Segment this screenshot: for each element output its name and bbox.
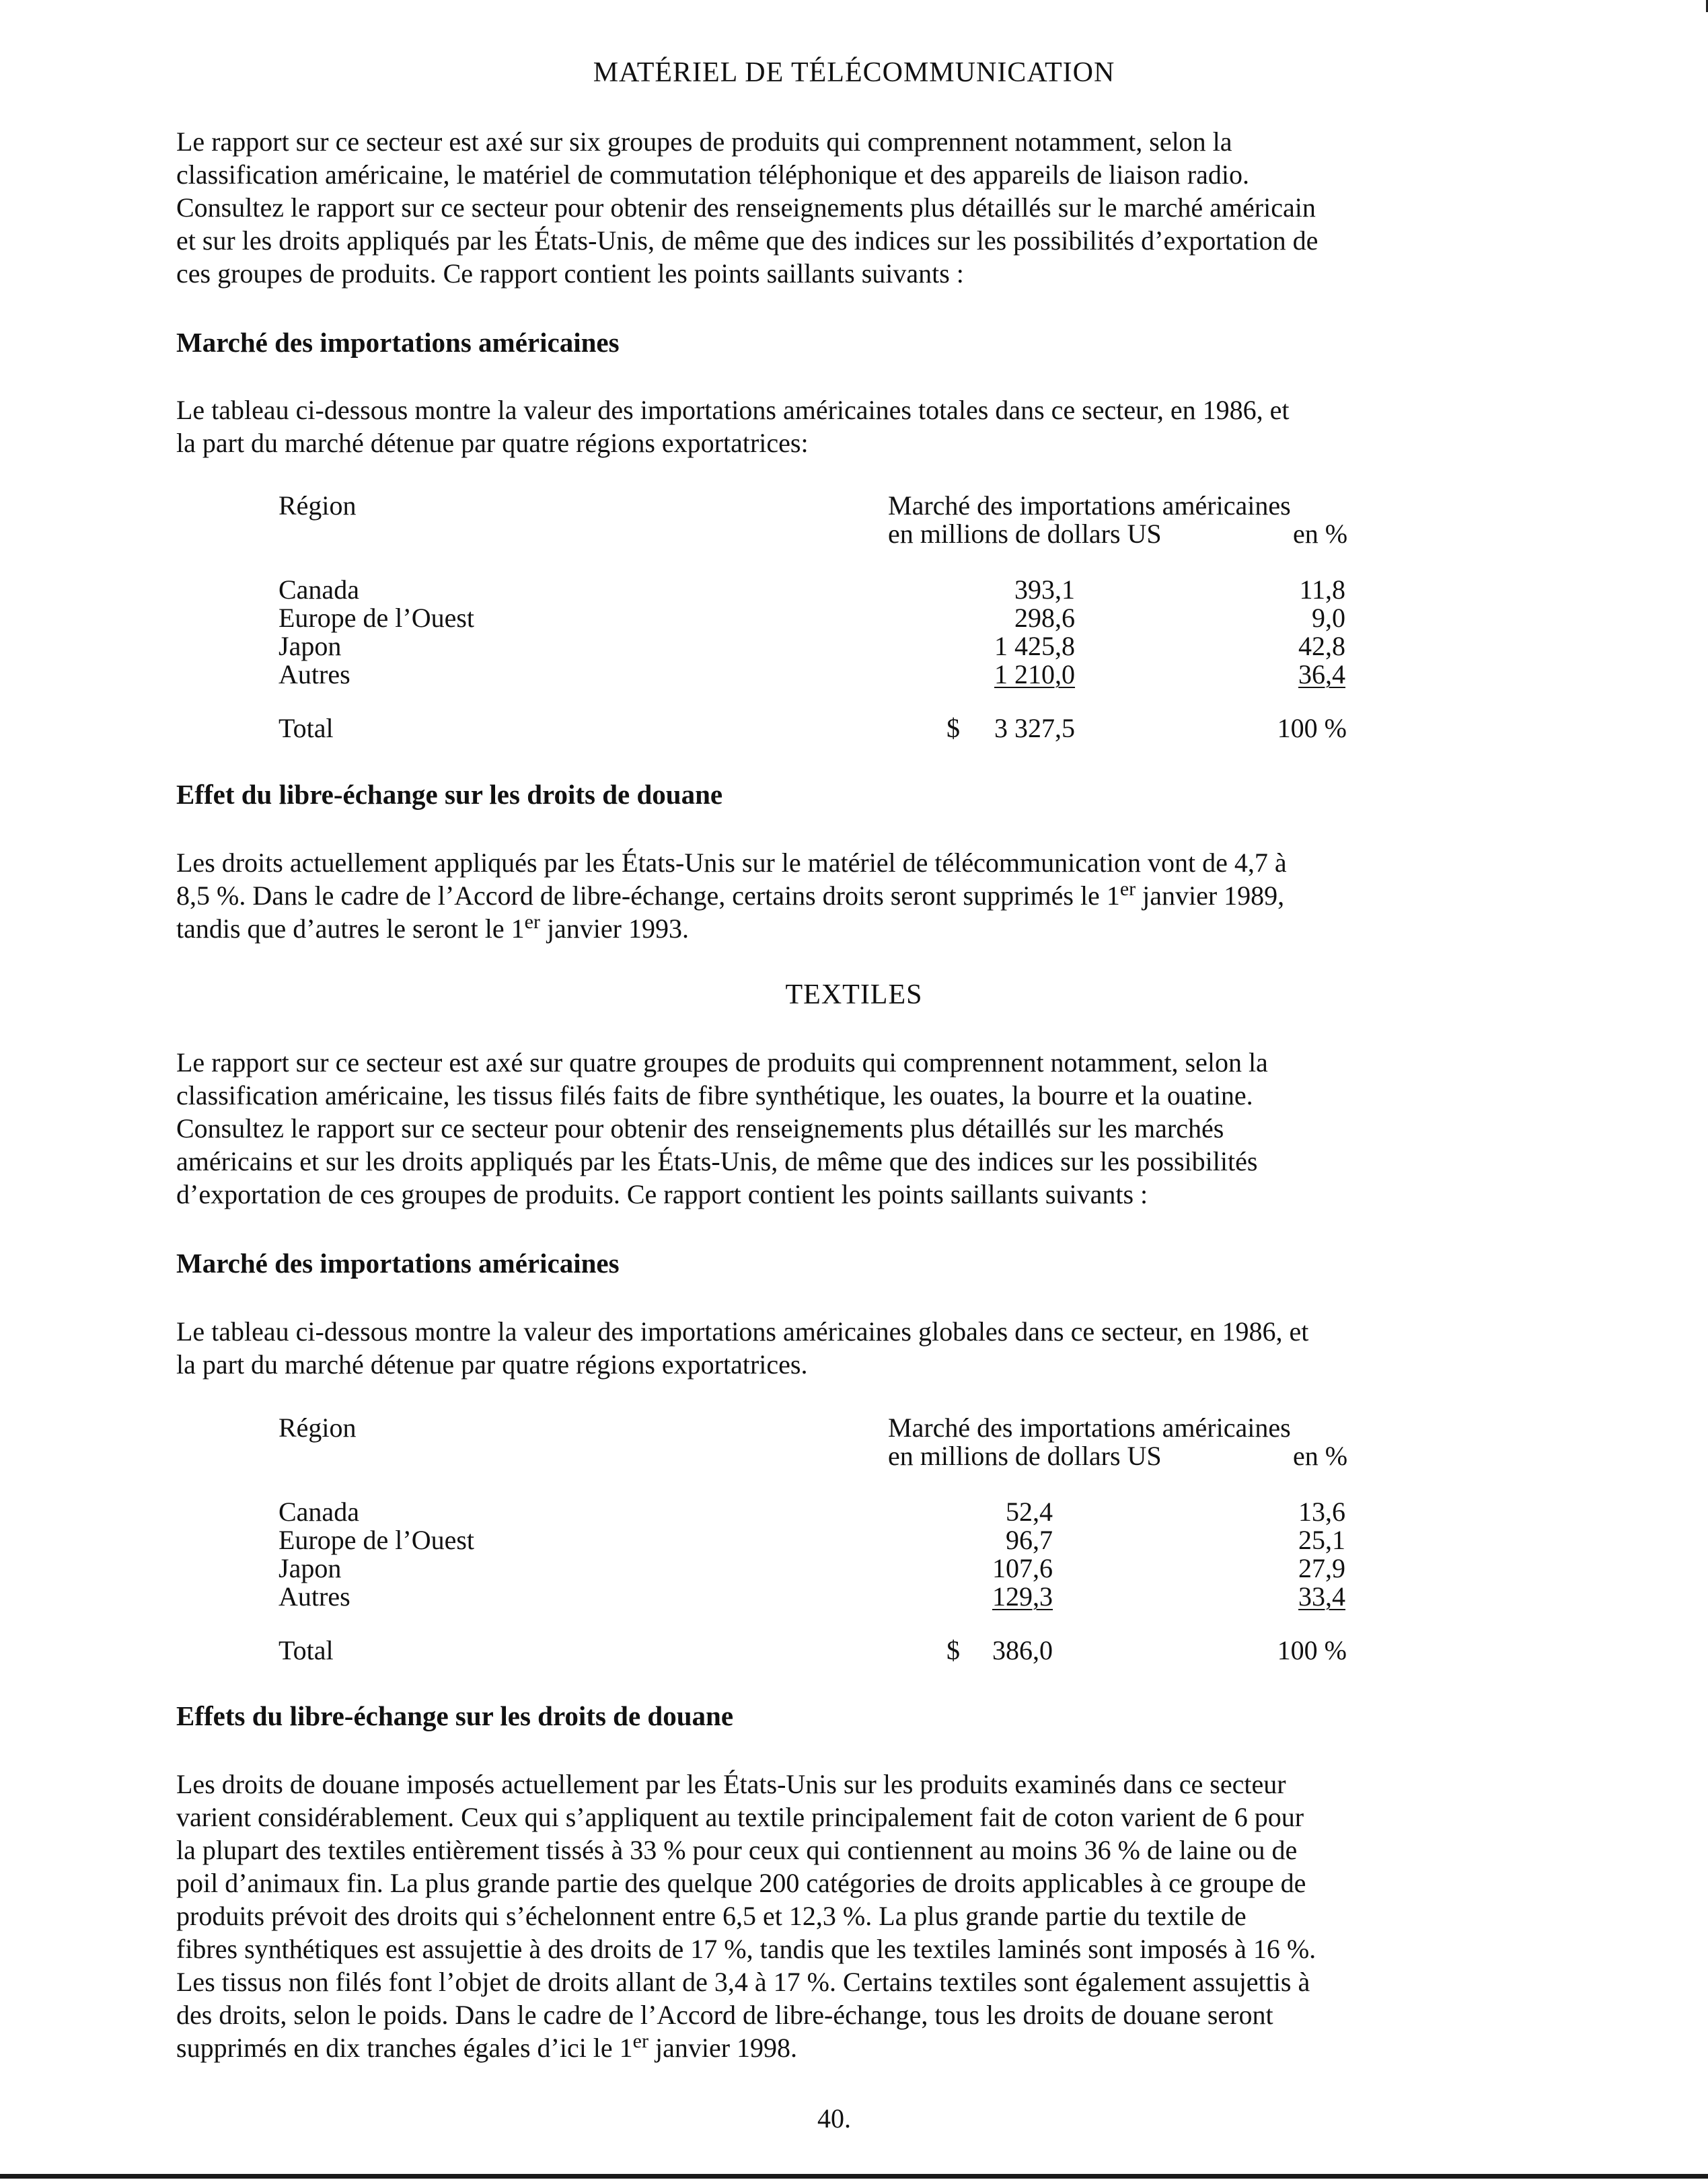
- text-line: ces groupes de produits. Ce rapport contient les points saillants suivants :: [176, 258, 964, 289]
- row-value-cell: [942, 658, 1075, 691]
- row-pct: 27,9: [1298, 1553, 1345, 1583]
- total-value: 386,0: [992, 1635, 1053, 1665]
- text-line: Consultez le rapport sur ce secteur pour obtenir des renseignements plus détaillés sur le marché américain: [176, 192, 1316, 223]
- row-pct: 9,0: [1312, 603, 1345, 633]
- total-pct: 100 %: [1277, 1635, 1347, 1665]
- row-region: Europe de l’Ouest: [279, 603, 475, 633]
- text-line: Les tissus non filés font l’objet de droits allant de 3,4 à 17 %. Certains textiles sont également assujettis à: [176, 1967, 1310, 1997]
- row-region: Japon: [279, 631, 342, 661]
- text-segment: tandis que d’autres le seront le 1: [176, 913, 525, 944]
- text-line: Le tableau ci-dessous montre la valeur des importations américaines globales dans ce secteur, en 1986, et: [176, 1316, 1309, 1347]
- total-value: 3 327,5: [994, 713, 1075, 743]
- telecom-table-intro: [176, 393, 1522, 459]
- telecom-market-heading: Marché des importations américaines: [176, 327, 620, 358]
- row-region: Japon: [279, 1553, 342, 1583]
- row-value: 1 210,0: [994, 659, 1075, 689]
- textiles-intro-paragraph: [176, 1046, 1522, 1211]
- textiles-effect-heading: Effets du libre-échange sur les droits de douane: [176, 1700, 734, 1731]
- text-line: Les droits actuellement appliqués par les États-Unis sur le matériel de télécommunication vont de 4,7 à: [176, 848, 1287, 878]
- column-header-pct: en %: [1293, 519, 1348, 549]
- row-value: 393,1: [1014, 574, 1075, 605]
- currency-symbol: $: [946, 1635, 960, 1665]
- text-line: des droits, selon le poids. Dans le cadre de l’Accord de libre-échange, tous les droits de douane seront: [176, 2000, 1273, 2030]
- row-value: 298,6: [1014, 603, 1075, 633]
- page-number: 40.: [817, 2103, 851, 2134]
- text-line: poil d’animaux fin. La plus grande partie des quelque 200 catégories de droits applicables à ce groupe de: [176, 1868, 1306, 1898]
- text-line: Les droits de douane imposés actuellement par les États-Unis sur les produits examinés dans ce secteur: [176, 1769, 1286, 1799]
- row-pct: 25,1: [1298, 1525, 1345, 1555]
- total-label: Total: [279, 713, 334, 743]
- text-line: Le tableau ci-dessous montre la valeur des importations américaines totales dans ce secteur, en 1986, et: [176, 395, 1290, 425]
- text-line: Le rapport sur ce secteur est axé sur six groupes de produits qui comprennent notamment, selon la: [176, 126, 1232, 157]
- row-value: 1 425,8: [994, 631, 1075, 661]
- text-line: Le rapport sur ce secteur est axé sur quatre groupes de produits qui comprennent notamment, selon la: [176, 1047, 1268, 1078]
- text-line: la part du marché détenue par quatre régions exportatrices.: [176, 1349, 808, 1380]
- text-line: la plupart des textiles entièrement tissés à 33 % pour ceux qui contiennent au moins 36 % de laine ou de: [176, 1835, 1298, 1865]
- row-value: 107,6: [992, 1553, 1053, 1583]
- text-line: la part du marché détenue par quatre régions exportatrices:: [176, 428, 809, 458]
- column-header-value: en millions de dollars US: [888, 519, 1162, 549]
- text-segment: janvier 1989,: [1136, 880, 1285, 911]
- row-pct: 36,4: [1298, 659, 1345, 689]
- row-region: Canada: [279, 1497, 359, 1527]
- column-header-value: en millions de dollars US: [888, 1441, 1162, 1471]
- text-line: [176, 2031, 1522, 2064]
- text-line: [176, 912, 1522, 945]
- section-title-textiles: TEXTILES: [785, 979, 923, 1010]
- row-pct-cell: [1245, 1580, 1345, 1613]
- textiles-market-heading: Marché des importations américaines: [176, 1248, 620, 1279]
- text-line: d’exportation de ces groupes de produits. Ce rapport contient les points saillants suivants :: [176, 1179, 1148, 1209]
- text-line: Consultez le rapport sur ce secteur pour obtenir des renseignements plus détaillés sur les marchés: [176, 1113, 1224, 1143]
- row-value-cell: [942, 1580, 1053, 1613]
- superscript: er: [1119, 878, 1136, 900]
- column-header-market: Marché des importations américaines: [888, 490, 1291, 521]
- textiles-table-intro: [176, 1315, 1522, 1381]
- text-segment: 8,5 %. Dans le cadre de l’Accord de libre-échange, certains droits seront supprimés le 1: [176, 880, 1120, 911]
- text-segment: janvier 1993.: [540, 913, 689, 944]
- text-line: fibres synthétiques est assujettie à des droits de 17 %, tandis que les textiles laminés sont imposés à 16 %.: [176, 1934, 1316, 1964]
- telecom-effect-heading: Effet du libre-échange sur les droits de douane: [176, 779, 723, 810]
- row-pct: 33,4: [1298, 1581, 1345, 1612]
- text-line: produits prévoit des droits qui s’échelonnent entre 6,5 et 12,3 %. La plus grande partie du textile de: [176, 1901, 1247, 1931]
- text-segment: janvier 1998.: [648, 2033, 798, 2063]
- column-header-region: Région: [279, 1413, 357, 1443]
- section-title-telecom: MATÉRIEL DE TÉLÉCOMMUNICATION: [593, 57, 1115, 88]
- text-segment: supprimés en dix tranches égales d’ici le 1: [176, 2033, 633, 2063]
- row-value: 96,7: [1006, 1525, 1053, 1555]
- text-line: [176, 879, 1522, 912]
- total-label: Total: [279, 1635, 334, 1665]
- text-line: classification américaine, les tissus filés faits de fibre synthétique, les ouates, la bourre et la ouatine.: [176, 1080, 1253, 1110]
- row-value: 52,4: [1006, 1497, 1053, 1527]
- row-value: 129,3: [992, 1581, 1053, 1612]
- textiles-effect-paragraph: [176, 1768, 1522, 2064]
- column-header-region: Région: [279, 490, 357, 521]
- bottom-rule: [0, 2174, 1708, 2179]
- text-line: et sur les droits appliqués par les États-Unis, de même que des indices sur les possibilités d’exportation de: [176, 225, 1319, 256]
- superscript: er: [524, 911, 540, 933]
- row-region: Autres: [279, 1581, 350, 1612]
- row-region: Autres: [279, 659, 350, 689]
- row-pct-cell: [1245, 658, 1345, 691]
- row-pct: 42,8: [1298, 631, 1345, 661]
- column-header-pct: en %: [1293, 1441, 1348, 1471]
- column-header-market: Marché des importations américaines: [888, 1413, 1291, 1443]
- row-region: Canada: [279, 574, 359, 605]
- row-region: Europe de l’Ouest: [279, 1525, 475, 1555]
- telecom-effect-paragraph: [176, 846, 1522, 945]
- row-pct: 11,8: [1299, 574, 1345, 605]
- row-pct: 13,6: [1298, 1497, 1345, 1527]
- text-line: classification américaine, le matériel de commutation téléphonique et des appareils de liaison radio.: [176, 159, 1249, 190]
- text-line: américains et sur les droits appliqués par les États-Unis, de même que des indices sur les possibilités: [176, 1146, 1258, 1176]
- superscript: er: [632, 2030, 648, 2052]
- currency-symbol: $: [946, 713, 960, 743]
- total-pct: 100 %: [1277, 713, 1347, 743]
- telecom-intro-paragraph: [176, 125, 1522, 290]
- text-line: varient considérablement. Ceux qui s’appliquent au textile principalement fait de coton varient de 6 pour: [176, 1802, 1304, 1832]
